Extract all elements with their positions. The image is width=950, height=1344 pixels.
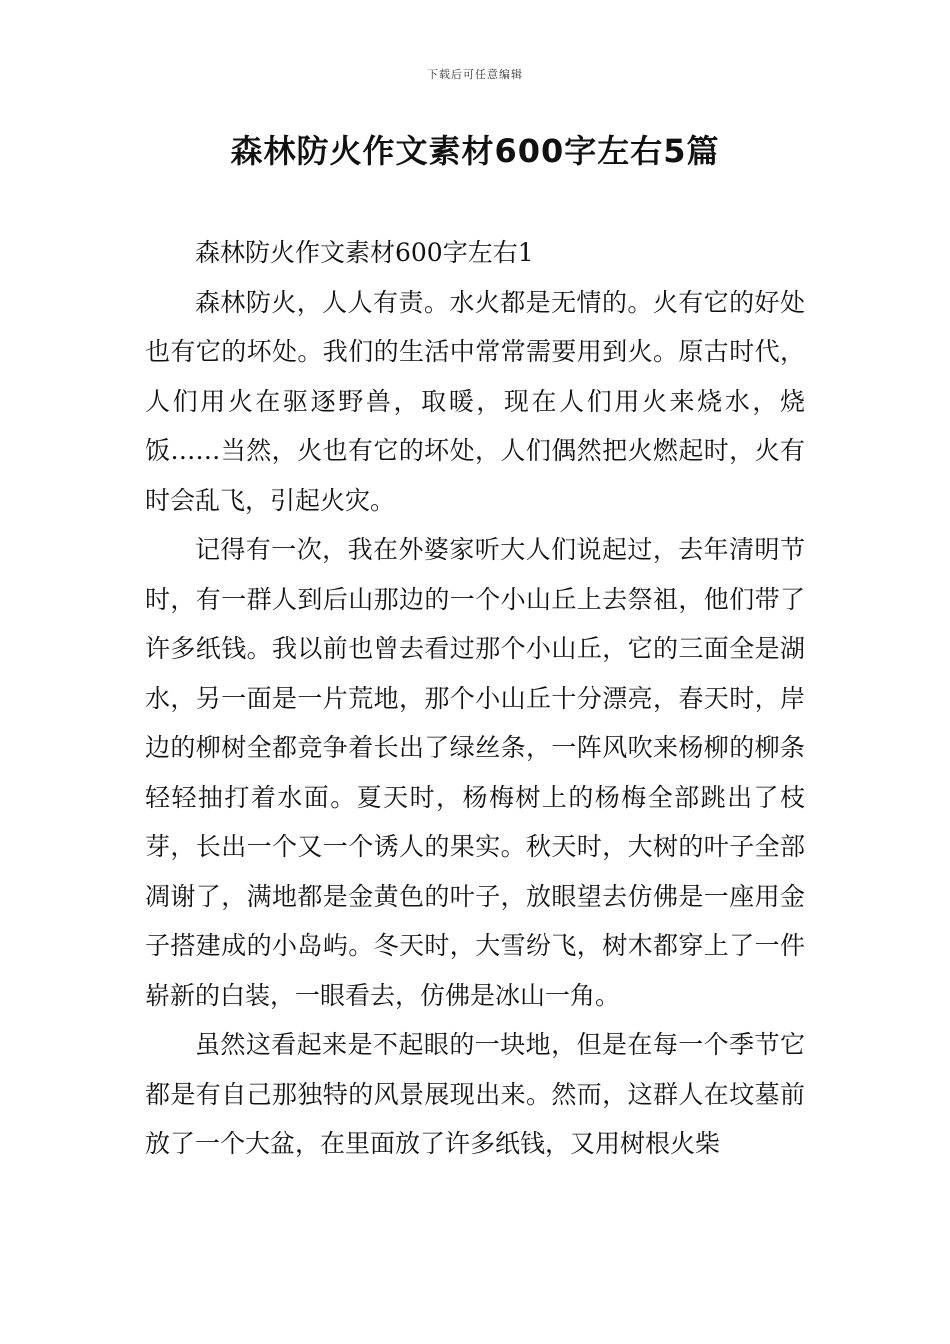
paragraph-3: 虽然这看起来是不起眼的一块地，但是在每一个季节它都是有自己那独特的风景展现出来。然而，这群人在坟墓前放了一个大盆，在里面放了许多纸钱，又用树根火柴 (145, 1030, 805, 1158)
header-note: 下载后可任意编辑 (427, 68, 523, 81)
paragraph-2: 记得有一次，我在外婆家听大人们说起过，去年清明节时，有一群人到后山那边的一个小山丘上去祭祖，他们带了许多纸钱。我以前也曾去看过那个小山丘，它的三面全是湖水，另一面是一片荒地，那个小山丘十分漂亮，春天时，岸边的柳树全都竞争着长出了绿丝条，一阵风吹来杨柳的柳条轻轻抽打着水面。夏天时，杨梅树上的杨梅全部跳出了枝芽，长出一个又一个诱人的果实。秋天时，大树的叶子全部凋谢了，满地都是金黄色的叶子，放眼望去仿佛是一座用金子搭建成的小岛屿。冬天时，大雪纷飞，树木都穿上了一件崭新的白装，一眼看去，仿佛是冰山一角。 (145, 535, 805, 1010)
document-body (145, 228, 805, 1169)
section-heading: 森林防火作文素材600字左右1 (195, 238, 534, 267)
paragraph-1: 森林防火，人人有责。水火都是无情的。火有它的好处也有它的坏处。我们的生活中常常需要用到火。原古时代，人们用火在驱逐野兽，取暖，现在人们用火来烧水，烧饭……当然，火也有它的坏处，人们偶然把火燃起时，火有时会乱飞，引起火灾。 (145, 287, 805, 515)
document-title: 森林防火作文素材600字左右5篇 (230, 132, 720, 170)
